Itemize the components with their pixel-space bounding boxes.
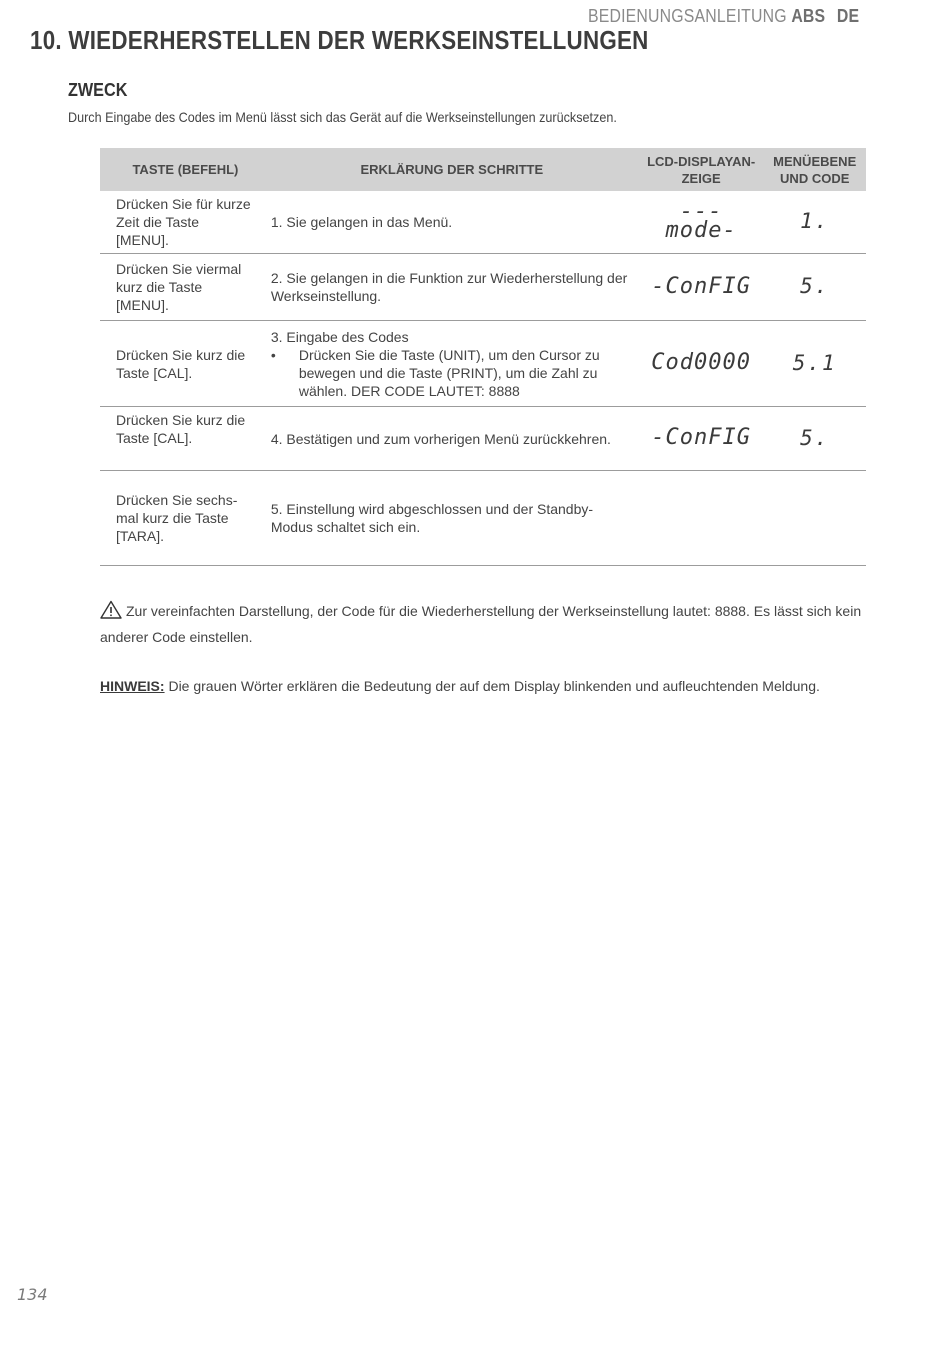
page-title: 10. WIEDERHERSTELLEN DER WERKSEINSTELLUNGEN xyxy=(30,25,649,55)
menu-code: 5. xyxy=(800,425,830,450)
table-row xyxy=(100,321,866,407)
step-text: 3. Eingabe des Codes xyxy=(270,328,409,345)
key-cell: Drücken Sie viermal kurz die Taste [MENU]. xyxy=(100,254,261,321)
column-header: ERKLÄRUNG DER SCHRITTE xyxy=(261,148,639,191)
bullet-item xyxy=(271,346,633,400)
step-cell: 5. Einstellung wird abgeschlossen und der Standby-Modus schaltet sich ein. xyxy=(261,471,639,566)
table-header-row xyxy=(100,148,866,191)
model-label: ABS xyxy=(791,6,826,26)
warning-icon xyxy=(100,600,122,626)
step-cell: 4. Bestätigen und zum vorherigen Menü zurückkehren. xyxy=(261,407,639,471)
language-label: DE xyxy=(836,6,860,26)
step-cell xyxy=(261,321,639,407)
bullet-icon: • xyxy=(270,346,276,363)
step-cell: 2. Sie gelangen in die Funktion zur Wiederherstellung der Werkseinstellung. xyxy=(261,254,639,321)
table-row xyxy=(100,254,866,321)
section-heading: ZWECK xyxy=(68,80,128,100)
menu-code: 5.1 xyxy=(792,350,837,375)
running-header xyxy=(588,6,859,27)
manual-label: BEDIENUNGSANLEITUNG xyxy=(588,6,787,26)
key-cell: Drücken Sie kurz die Taste [CAL]. xyxy=(100,407,261,471)
bullet-text: Drücken Sie die Taste (UNIT), um den Cursor zu bewegen und die Taste (PRINT), um die Zahl zu wählen. DER CODE LAUTET: 8888 xyxy=(298,346,600,399)
hint xyxy=(100,678,820,694)
warning-note xyxy=(100,600,900,649)
table-row xyxy=(100,407,866,471)
step-cell: 1. Sie gelangen in das Menü. xyxy=(261,191,639,254)
column-header: TASTE (BEFEHL) xyxy=(100,148,261,191)
steps-table xyxy=(100,148,866,566)
hint-label: HINWEIS: xyxy=(100,678,165,694)
key-cell: Drücken Sie für kurze Zeit die Taste [MENU]. xyxy=(100,191,261,254)
table-row xyxy=(100,471,866,566)
lcd-display-text: -ConFIG xyxy=(651,425,751,450)
column-header: MENÜEBENE UND CODE xyxy=(763,148,866,191)
key-cell: Drücken Sie kurz die Taste [CAL]. xyxy=(100,321,261,407)
lcd-display-text: ---mode- xyxy=(665,199,737,243)
lcd-display-text: -ConFIG xyxy=(651,273,751,299)
key-cell: Drücken Sie sechs-mal kurz die Taste [TARA]. xyxy=(100,471,261,566)
column-header: LCD-DISPLAYAN-ZEIGE xyxy=(639,148,764,191)
table-row xyxy=(100,191,866,254)
intro-text: Durch Eingabe des Codes im Menü lässt sich das Gerät auf die Werkseinstellungen zurücksetzen. xyxy=(68,109,617,125)
menu-code: 1. xyxy=(800,209,830,233)
warning-text: Zur vereinfachten Darstellung, der Code für die Wiederherstellung der Werkseinstellung lautet: 8888. Es lässt sich kein anderer Code einstellen. xyxy=(100,603,862,645)
lcd-display-text: Cod0000 xyxy=(651,350,751,375)
menu-code: 5. xyxy=(800,274,830,298)
page-number: 134 xyxy=(17,1285,48,1304)
hint-text: Die grauen Wörter erklären die Bedeutung der auf dem Display blinkenden und aufleuchtenden Meldung. xyxy=(168,678,820,694)
